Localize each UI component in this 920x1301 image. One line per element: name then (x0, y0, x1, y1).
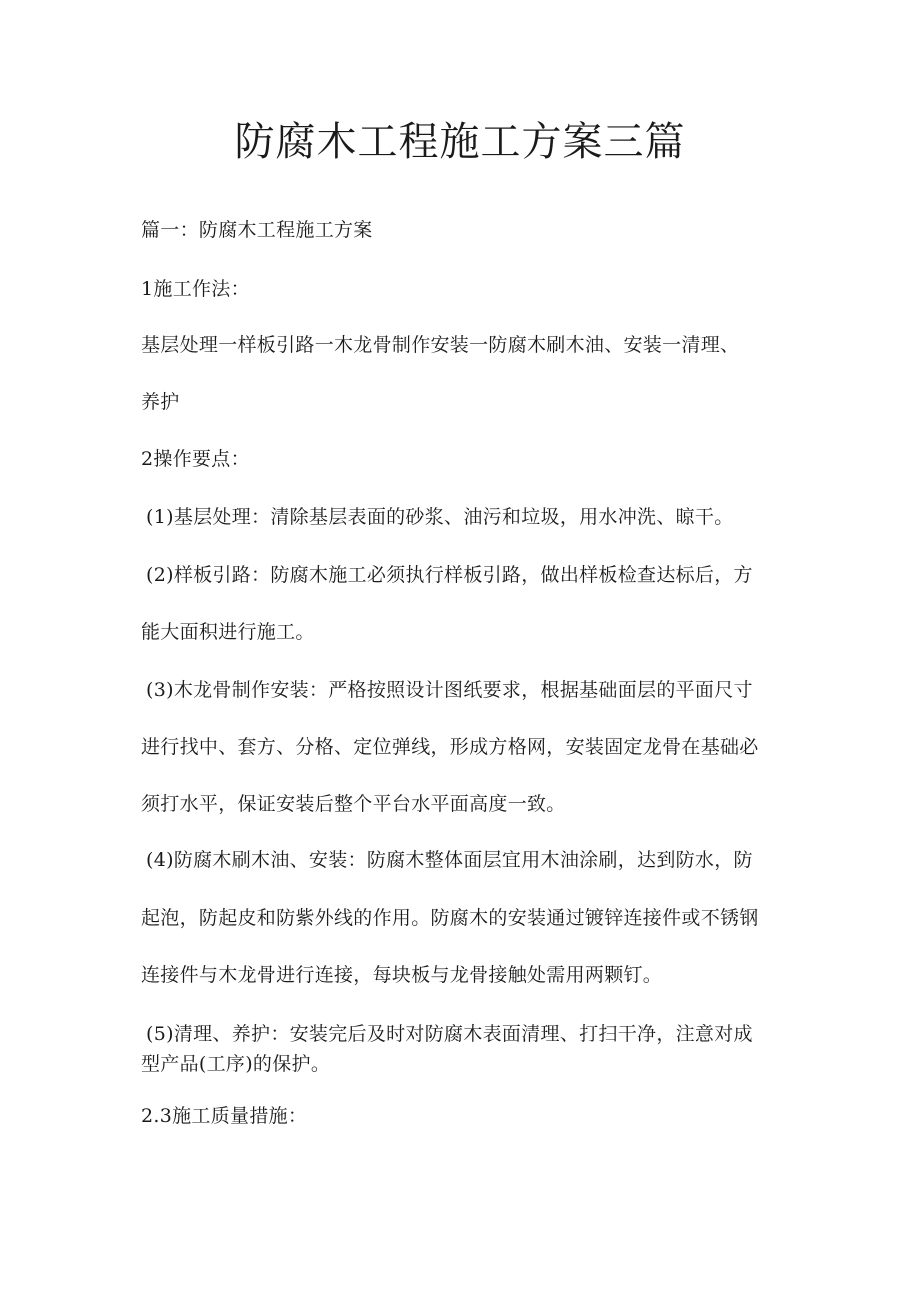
list-item-base-treatment: (1)基层处理：清除基层表面的砂浆、油污和垃圾，用水冲洗、晾干。 (146, 506, 734, 528)
list-item-keel-installation: (3)木龙骨制作安装：严格按照设计图纸要求，根据基础面层的平面尺寸 (146, 679, 753, 701)
paragraph-line: 型产品(工序)的保护。 (141, 1053, 331, 1075)
subheading-quality-measures: 2.3施工质量措施： (141, 1105, 308, 1127)
list-item-wood-oil-installation: (4)防腐木刷木油、安装：防腐木整体面层宜用木油涂刷，达到防水，防 (146, 849, 753, 871)
paragraph-line: 基层处理一样板引路一木龙骨制作安装一防腐木刷木油、安装一清理、 (141, 334, 740, 356)
paragraph-line: 连接件与木龙骨进行连接，每块板与龙骨接触处需用两颗钉。 (141, 964, 663, 986)
document-title: 防腐木工程施工方案三篇 (234, 119, 686, 165)
subheading-construction-method: 1施工作法： (141, 278, 250, 300)
paragraph-line: 能大面积进行施工。 (141, 621, 315, 643)
paragraph-line: 起泡，防起皮和防紫外线的作用。防腐木的安装通过镀锌连接件或不锈钢 (141, 907, 759, 929)
paragraph-line: 进行找中、套方、分格、定位弹线，形成方格网，安装固定龙骨在基础必 (141, 736, 759, 758)
paragraph-line: 养护 (141, 391, 180, 413)
list-item-sample-guidance: (2)样板引路：防腐木施工必须执行样板引路，做出样板检查达标后，方 (146, 564, 753, 586)
subheading-operation-points: 2操作要点： (141, 448, 250, 470)
section-heading-part-one: 篇一：防腐木工程施工方案 (141, 219, 373, 241)
list-item-cleaning-maintenance: (5)清理、养护：安装完后及时对防腐木表面清理、打扫干净，注意对成 (146, 1023, 753, 1045)
paragraph-line: 须打水平，保证安装后整个平台水平面高度一致。 (141, 793, 566, 815)
